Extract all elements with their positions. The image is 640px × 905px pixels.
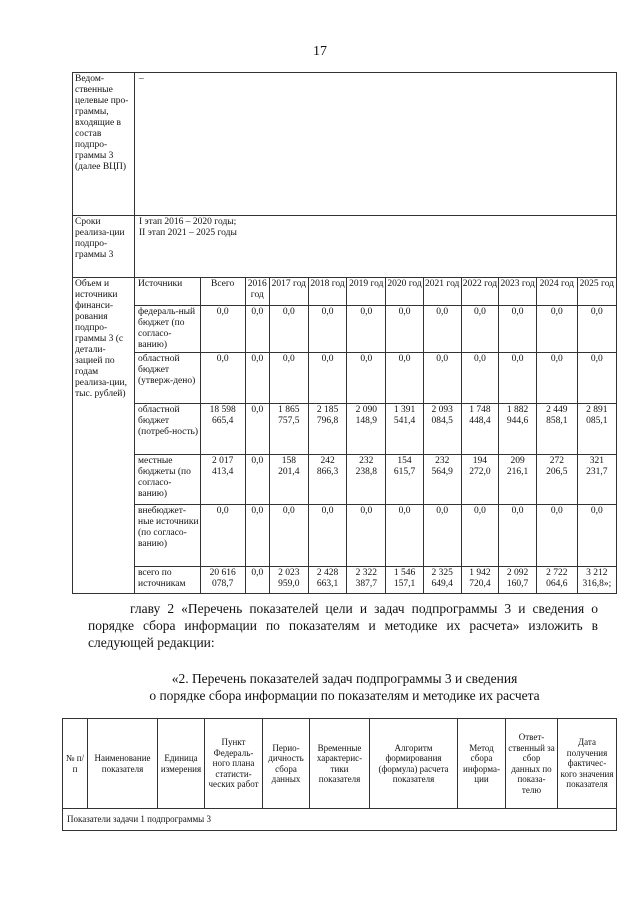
table-cell: 0,0 [536, 305, 577, 352]
table-cell: 0,0 [245, 305, 269, 352]
table-cell: 0,0 [577, 352, 616, 403]
table-cell: 0,0 [308, 504, 347, 566]
terms-label: Сроки реализа-ции подпро-граммы 3 [73, 216, 135, 278]
table-cell: 0,0 [386, 352, 424, 403]
row-regional-need-label: областной бюджет (потреб-ность) [135, 403, 200, 454]
header-2021: 2021 год [423, 278, 461, 305]
header-number: № п/п [63, 719, 88, 809]
table-cell: 232 238,8 [347, 454, 386, 504]
table-cell: 209 216,1 [499, 454, 537, 504]
header-2017: 2017 год [270, 278, 309, 305]
table-cell: 0,0 [461, 504, 499, 566]
table-cell: 0,0 [245, 352, 269, 403]
finance-label: Объем и источники финанси-рования подпро-граммы 3 (с детали-зацией по годам реализа-ции, тыс. рублей) [73, 278, 135, 594]
header-total: Всего [200, 278, 245, 305]
row-federal-label: федераль-ный бюджет (по согласо-ванию) [135, 305, 200, 352]
header-2022: 2022 год [461, 278, 499, 305]
table-cell: 0,0 [245, 454, 269, 504]
table-cell: 2 093 084,5 [423, 403, 461, 454]
header-indicator-name: Наименование показателя [88, 719, 158, 809]
table-cell: 0,0 [499, 305, 537, 352]
row-local-label: местные бюджеты (по согласо-ванию) [135, 454, 200, 504]
table-cell: 232 564,9 [423, 454, 461, 504]
table-cell: 2 185 796,8 [308, 403, 347, 454]
table-cell: 0,0 [499, 352, 537, 403]
table-cell: 0,0 [347, 504, 386, 566]
terms-line-2: II этап 2021 – 2025 годы [139, 228, 237, 238]
table-cell: 0,0 [200, 352, 245, 403]
table-cell: 0,0 [200, 504, 245, 566]
header-2018: 2018 год [308, 278, 347, 305]
terms-line-1: I этап 2016 – 2020 годы; [139, 217, 237, 227]
table-cell: 1 942 720,4 [461, 566, 499, 593]
page-number: 17 [313, 44, 327, 59]
header-date: Дата получения фактичес-кого значения показателя [558, 719, 617, 809]
table-cell: 272 206,5 [536, 454, 577, 504]
finance-table [135, 278, 616, 593]
table-cell: 20 616 078,7 [200, 566, 245, 593]
terms-value [135, 216, 617, 278]
table-cell: 2 325 649,4 [423, 566, 461, 593]
table-cell: 0,0 [461, 352, 499, 403]
table-cell: 0,0 [245, 566, 269, 593]
table-cell: 0,0 [270, 352, 309, 403]
table-cell: 0,0 [308, 352, 347, 403]
header-2019: 2019 год [347, 278, 386, 305]
header-algorithm: Алгоритм формирования (формула) расчета показателя [370, 719, 458, 809]
table-cell: 1 865 757,5 [270, 403, 309, 454]
header-sources: Источники [135, 278, 200, 305]
table-cell: 2 090 148,9 [347, 403, 386, 454]
table-cell: 1 748 448,4 [461, 403, 499, 454]
table-cell: 2 322 387,7 [347, 566, 386, 593]
table-cell: 0,0 [386, 504, 424, 566]
table-cell: 0,0 [308, 305, 347, 352]
vcp-value: – [135, 73, 617, 216]
table-cell: 242 866,3 [308, 454, 347, 504]
table-cell: 18 598 665,4 [200, 403, 245, 454]
table-cell: 0,0 [270, 305, 309, 352]
table-cell: 0,0 [577, 305, 616, 352]
header-collection-method: Метод сбора информа-ции [458, 719, 506, 809]
table-cell: 158 201,4 [270, 454, 309, 504]
header-2025: 2025 год [577, 278, 616, 305]
finance-cell [135, 278, 617, 594]
table-cell: 0,0 [347, 352, 386, 403]
section-row-task-1: Показатели задачи 1 подпрограммы 3 [63, 809, 617, 831]
table-cell: 1 391 541,4 [386, 403, 424, 454]
section-heading-line-2: о порядке сбора информации по показателям и методике их расчета [149, 688, 540, 703]
header-unit: Единица измерения [158, 719, 205, 809]
table-cell: 0,0 [386, 305, 424, 352]
table-cell: 0,0 [536, 352, 577, 403]
passport-table [72, 72, 617, 594]
table-cell: 0,0 [536, 504, 577, 566]
table-cell: 0,0 [270, 504, 309, 566]
vcp-label: Ведом-ственные целевые про-граммы, входящие в состав подпро-граммы 3 (далее ВЦП) [73, 73, 135, 216]
table-cell: 2 017 413,4 [200, 454, 245, 504]
table-cell: 0,0 [347, 305, 386, 352]
table-cell: 0,0 [423, 504, 461, 566]
header-2023: 2023 год [499, 278, 537, 305]
table-cell: 2 023 959,0 [270, 566, 309, 593]
table-cell: 2 449 858,1 [536, 403, 577, 454]
table-cell: 321 231,7 [577, 454, 616, 504]
table-cell: 194 272,0 [461, 454, 499, 504]
table-cell: 0,0 [245, 403, 269, 454]
header-2024: 2024 год [536, 278, 577, 305]
table-cell: 1 882 944,6 [499, 403, 537, 454]
table-cell: 2 092 160,7 [499, 566, 537, 593]
header-2016: 2016 год [245, 278, 269, 305]
header-responsible: Ответ-ственный за сбор данных по показа-телю [506, 719, 558, 809]
table-cell: 1 546 157,1 [386, 566, 424, 593]
section-heading-line-1: «2. Перечень показателей задач подпрограммы 3 и сведения [171, 671, 518, 686]
table-cell: 2 428 663,1 [308, 566, 347, 593]
row-total-label: всего по источникам [135, 566, 200, 593]
row-regional-approved-label: областной бюджет (утверж-дено) [135, 352, 200, 403]
table-cell: 3 212 316,8»; [577, 566, 616, 593]
table-cell: 2 891 085,1 [577, 403, 616, 454]
header-federal-plan-item: Пункт Федераль-ного плана статисти-ческих работ [205, 719, 263, 809]
header-2020: 2020 год [386, 278, 424, 305]
header-periodicity: Перио-дичность сбора данных [263, 719, 310, 809]
table-cell: 0,0 [577, 504, 616, 566]
table-cell: 0,0 [245, 504, 269, 566]
table-cell: 0,0 [499, 504, 537, 566]
table-cell: 154 615,7 [386, 454, 424, 504]
table-cell: 0,0 [423, 305, 461, 352]
amendment-paragraph: главу 2 «Перечень показателей цели и задач подпрограммы 3 и сведения о порядке сбора информации по показателям и методике их расчета» изложить в следующей редакции: [88, 601, 598, 650]
table-cell: 0,0 [200, 305, 245, 352]
table-cell: 0,0 [423, 352, 461, 403]
row-offbudget-label: внебюджет-ные источники (по согласо-ванию) [135, 504, 200, 566]
header-time-characteristics: Временные характерис-тики показателя [310, 719, 370, 809]
table-cell: 0,0 [461, 305, 499, 352]
indicators-table [62, 718, 617, 831]
table-cell: 2 722 064,6 [536, 566, 577, 593]
